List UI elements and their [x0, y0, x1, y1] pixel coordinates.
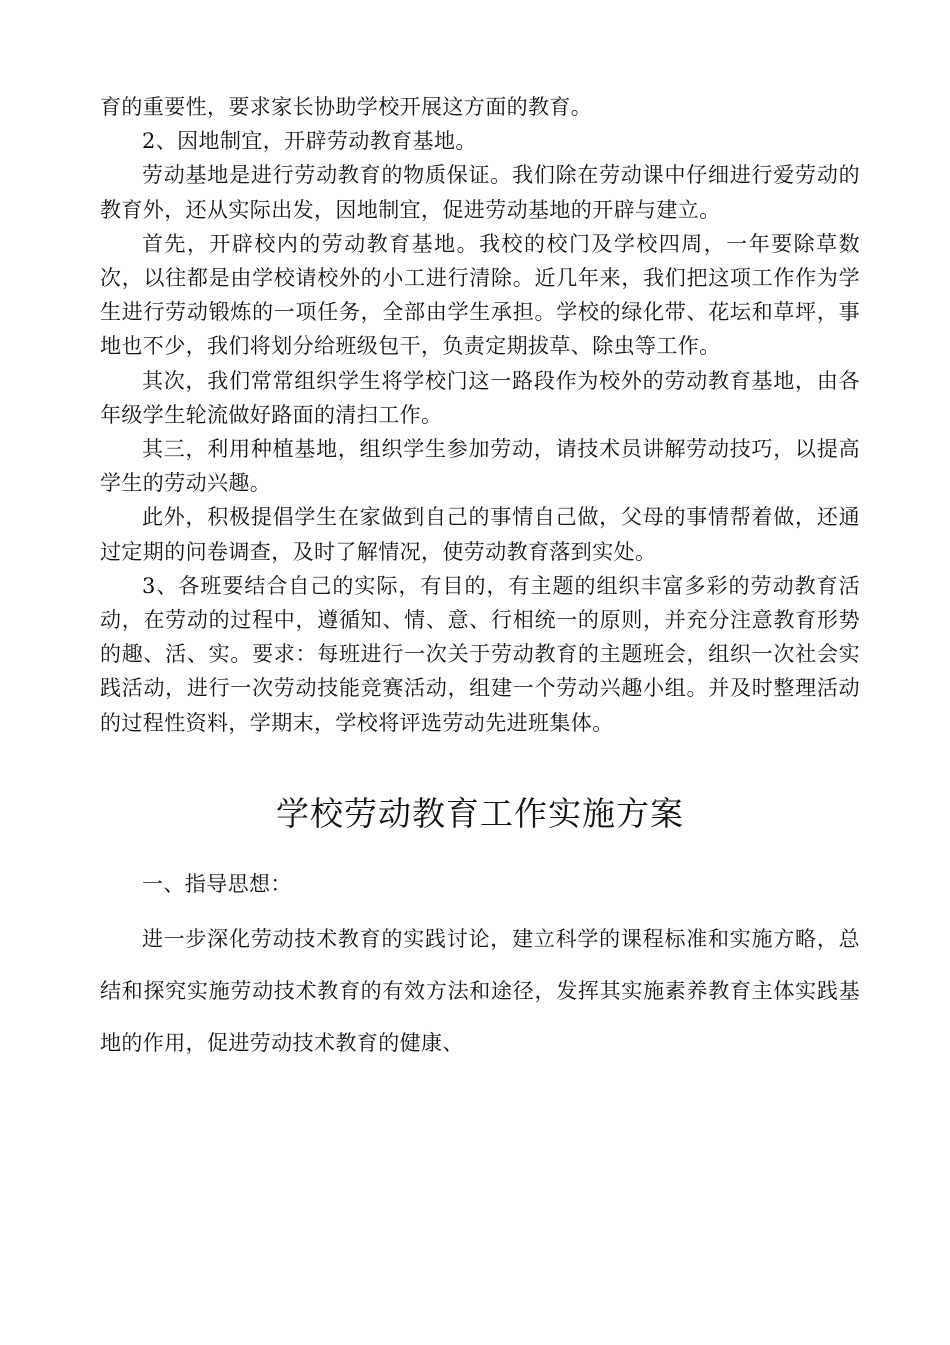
paragraph-third: 其三，利用种植基地，组织学生参加劳动，请技术员讲解劳动技巧，以提高学生的劳动兴趣。: [100, 437, 860, 496]
guiding-thought-heading: 一、指导思想：: [142, 871, 292, 896]
paragraph-additionally: 此外，积极提倡学生在家做到自己的事情自己做，父母的事情帮着做，还通过定期的问卷调查，及时了解情况，使劳动教育落到实处。: [100, 505, 860, 564]
guiding-thought-paragraph: 进一步深化劳动技术教育的实践讨论，建立科学的课程标准和实施方略，总结和探究实施劳动技术教育的有效方法和途径，发挥其实施素养教育主体实践基地的作用，促进劳动技术教育的健康、: [100, 926, 860, 1055]
paragraph-labor-base: 劳动基地是进行劳动教育的物质保证。我们除在劳动课中仔细进行爱劳动的教育外，还从实际出发，因地制宜，促进劳动基地的开辟与建立。: [100, 163, 860, 222]
paragraph-second: 其次，我们常常组织学生将学校门这一路段作为校外的劳动教育基地，由各年级学生轮流做好路面的清扫工作。: [100, 368, 860, 427]
paragraph-item-2-heading: 2、因地制宜，开辟劳动教育基地。: [142, 129, 477, 154]
document-page: [100, 90, 860, 1069]
new-section-text: [100, 858, 860, 1069]
paragraph-continuation: 育的重要性，要求家长协助学校开展这方面的教育。: [100, 95, 593, 119]
paragraph-first: 首先，开辟校内的劳动教育基地。我校的校门及学校四周，一年要除草数次，以往都是由学校请校外的小工进行清除。近几年来，我们把这项工作作为学生进行劳动锻炼的一项任务，全部由学生承担。学校的绿化带、花坛和草坪，事地也不少，我们将划分给班级包干，负责定期拔草、除虫等工作。: [100, 231, 860, 359]
section-title: 学校劳动教育工作实施方案: [276, 793, 684, 833]
paragraph-item-3: 3、各班要结合自己的实际，有目的，有主题的组织丰富多彩的劳动教育活动，在劳动的过程中，遵循知、情、意、行相统一的原则，并充分注意教育形势的趣、活、实。要求：每班进行一次关于劳动教育的主题班会，组织一次社会实践活动，进行一次劳动技能竞赛活动，组建一个劳动兴趣小组。并及时整理活动的过程性资料，学期末，学校将评选劳动先进班集体。: [100, 573, 860, 735]
previous-section-text: [100, 90, 860, 740]
